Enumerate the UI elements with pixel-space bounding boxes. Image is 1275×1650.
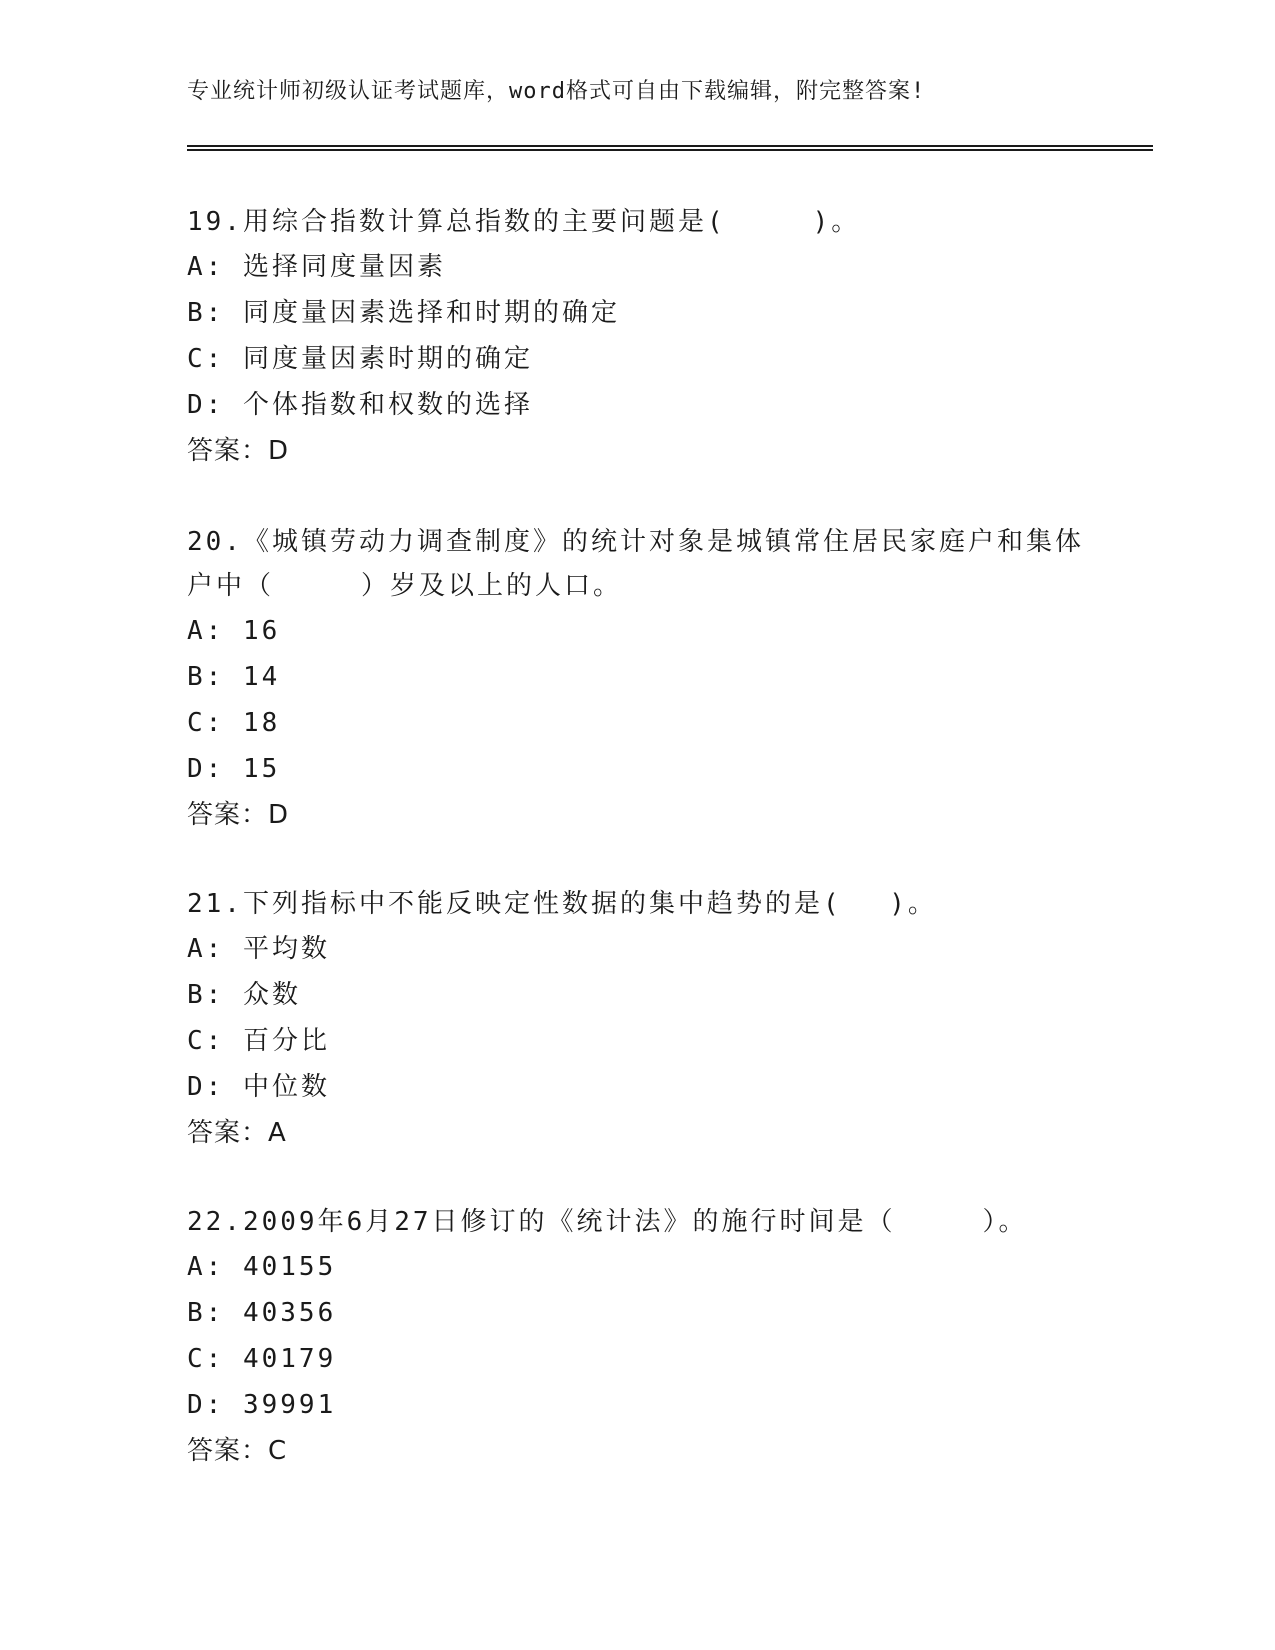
- question-text-continued: 户中（ ）岁及以上的人口。: [187, 571, 623, 601]
- header-divider-bottom: [187, 149, 1153, 151]
- answer-line: 答案：D: [187, 436, 290, 466]
- option-c: C: 同度量因素时期的确定: [187, 344, 533, 374]
- option-b: B: 40356: [187, 1298, 337, 1328]
- question-22: [187, 1200, 1087, 1474]
- question-20: [187, 520, 1087, 838]
- question-text: 21.下列指标中不能反映定性数据的集中趋势的是( )。: [187, 889, 937, 919]
- header-divider-top: [187, 145, 1153, 147]
- answer-line: 答案：A: [187, 1118, 287, 1148]
- option-a: A: 平均数: [187, 934, 330, 964]
- option-b: B: 同度量因素选择和时期的确定: [187, 298, 620, 328]
- option-d: D: 39991: [187, 1390, 337, 1420]
- option-a: A: 16: [187, 616, 281, 646]
- option-c: C: 18: [187, 708, 281, 738]
- question-19: [187, 200, 1087, 474]
- option-b: B: 众数: [187, 980, 301, 1010]
- question-text: 20.《城镇劳动力调查制度》的统计对象是城镇常住居民家庭户和集体: [187, 527, 1084, 557]
- option-d: D: 个体指数和权数的选择: [187, 390, 533, 420]
- option-b: B: 14: [187, 662, 281, 692]
- question-text: 19.用综合指数计算总指数的主要问题是( )。: [187, 207, 861, 237]
- question-text: 22.2009年6月27日修订的《统计法》的施行时间是（ ）。: [187, 1207, 1028, 1237]
- option-c: C: 40179: [187, 1344, 337, 1374]
- option-a: A: 选择同度量因素: [187, 252, 446, 282]
- answer-line: 答案：C: [187, 1436, 288, 1466]
- option-c: C: 百分比: [187, 1026, 330, 1056]
- header-text: 专业统计师初级认证考试题库，word格式可自由下载编辑，附完整答案!: [187, 79, 926, 104]
- option-a: A: 40155: [187, 1252, 337, 1282]
- question-21: [187, 882, 1087, 1156]
- option-d: D: 中位数: [187, 1072, 330, 1102]
- answer-line: 答案：D: [187, 800, 290, 830]
- option-d: D: 15: [187, 754, 281, 784]
